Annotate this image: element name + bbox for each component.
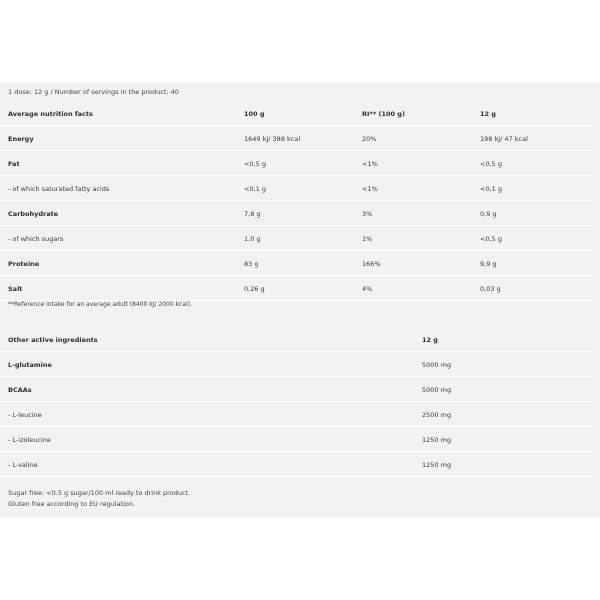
nutrition-row: [0, 276, 592, 301]
value-per-12g: <0,1 g: [480, 185, 502, 193]
nutrition-row: [0, 176, 592, 201]
active-ingredient-row: [0, 427, 592, 452]
nutrition-table: [0, 101, 592, 301]
gluten-free-note: Gluten free according to EU regulation.: [8, 500, 136, 508]
value-per-100g: 1,0 g: [244, 235, 261, 243]
nutrient-name: - of which sugars: [8, 235, 64, 243]
active-header-row: [0, 327, 592, 352]
active-ingredient-row: [0, 452, 592, 477]
ingredient-name: - L-leucine: [8, 411, 42, 419]
nutrient-name: - of which saturated fatty acids: [8, 185, 110, 193]
nutrient-name: Proteine: [8, 260, 40, 268]
header-100g: 100 g: [244, 110, 265, 118]
nutrient-name: Salt: [8, 285, 23, 293]
value-ri: 4%: [362, 285, 373, 293]
value-per-100g: <0,1 g: [244, 185, 266, 193]
value-ri: 20%: [362, 135, 377, 143]
header-active-12g: 12 g: [422, 336, 438, 344]
value-per-100g: 7,8 g: [244, 210, 261, 218]
value-ri: 1%: [362, 235, 373, 243]
value-ri: <1%: [362, 160, 378, 168]
ingredient-name: - L-izoleucine: [8, 436, 51, 444]
header-12g: 12 g: [480, 110, 496, 118]
dose-line: 1 dose: 12 g / Number of servings in the product: 40: [8, 88, 179, 96]
reference-note: **Reference intake for an average adult (8400 kJ/ 2000 kcal).: [8, 301, 192, 308]
nutrition-row: [0, 251, 592, 276]
nutrient-name: Energy: [8, 135, 34, 143]
nutrient-name: Carbohydrate: [8, 210, 59, 218]
active-ingredient-row: [0, 402, 592, 427]
value-per-100g: 1649 kJ/ 388 kcal: [244, 135, 301, 143]
header-nutrition-facts: Average nutrition facts: [8, 110, 93, 118]
value-ri: <1%: [362, 185, 378, 193]
sugar-free-note: Sugar free: <0.5 g sugar/100 ml ready to drink product.: [8, 489, 191, 497]
nutrition-row: [0, 201, 592, 226]
nutrient-name: Fat: [8, 160, 20, 168]
nutrition-row: [0, 226, 592, 251]
value-per-100g: 0,26 g: [244, 285, 265, 293]
ingredient-name: BCAAs: [8, 386, 32, 394]
value-per-12g: <0,5 g: [480, 160, 502, 168]
value-ri: 3%: [362, 210, 373, 218]
header-ri: RI** (100 g): [362, 110, 405, 118]
nutrition-header-row: [0, 101, 592, 126]
ingredient-name: - L-valine: [8, 461, 38, 469]
footer-notes: [8, 488, 190, 510]
value-ri: 166%: [362, 260, 381, 268]
value-per-12g: 198 kJ/ 47 kcal: [480, 135, 528, 143]
nutrition-row: [0, 126, 592, 151]
ingredient-amount: 1250 mg: [422, 436, 452, 444]
ingredient-amount: 2500 mg: [422, 411, 452, 419]
nutrition-panel: [0, 82, 600, 518]
active-ingredients-table: [0, 327, 592, 477]
ingredient-name: L-glutamine: [8, 361, 52, 369]
nutrition-row: [0, 151, 592, 176]
active-ingredient-row: [0, 377, 592, 402]
value-per-12g: 9,9 g: [480, 260, 497, 268]
active-ingredient-row: [0, 352, 592, 377]
ingredient-amount: 1250 mg: [422, 461, 452, 469]
value-per-12g: 0,9 g: [480, 210, 497, 218]
value-per-100g: 83 g: [244, 260, 259, 268]
value-per-100g: <0,5 g: [244, 160, 266, 168]
ingredient-amount: 5000 mg: [422, 386, 452, 394]
value-per-12g: <0,5 g: [480, 235, 502, 243]
value-per-12g: 0,03 g: [480, 285, 501, 293]
header-active-ingredients: Other active ingredients: [8, 336, 98, 344]
ingredient-amount: 5000 mg: [422, 361, 452, 369]
